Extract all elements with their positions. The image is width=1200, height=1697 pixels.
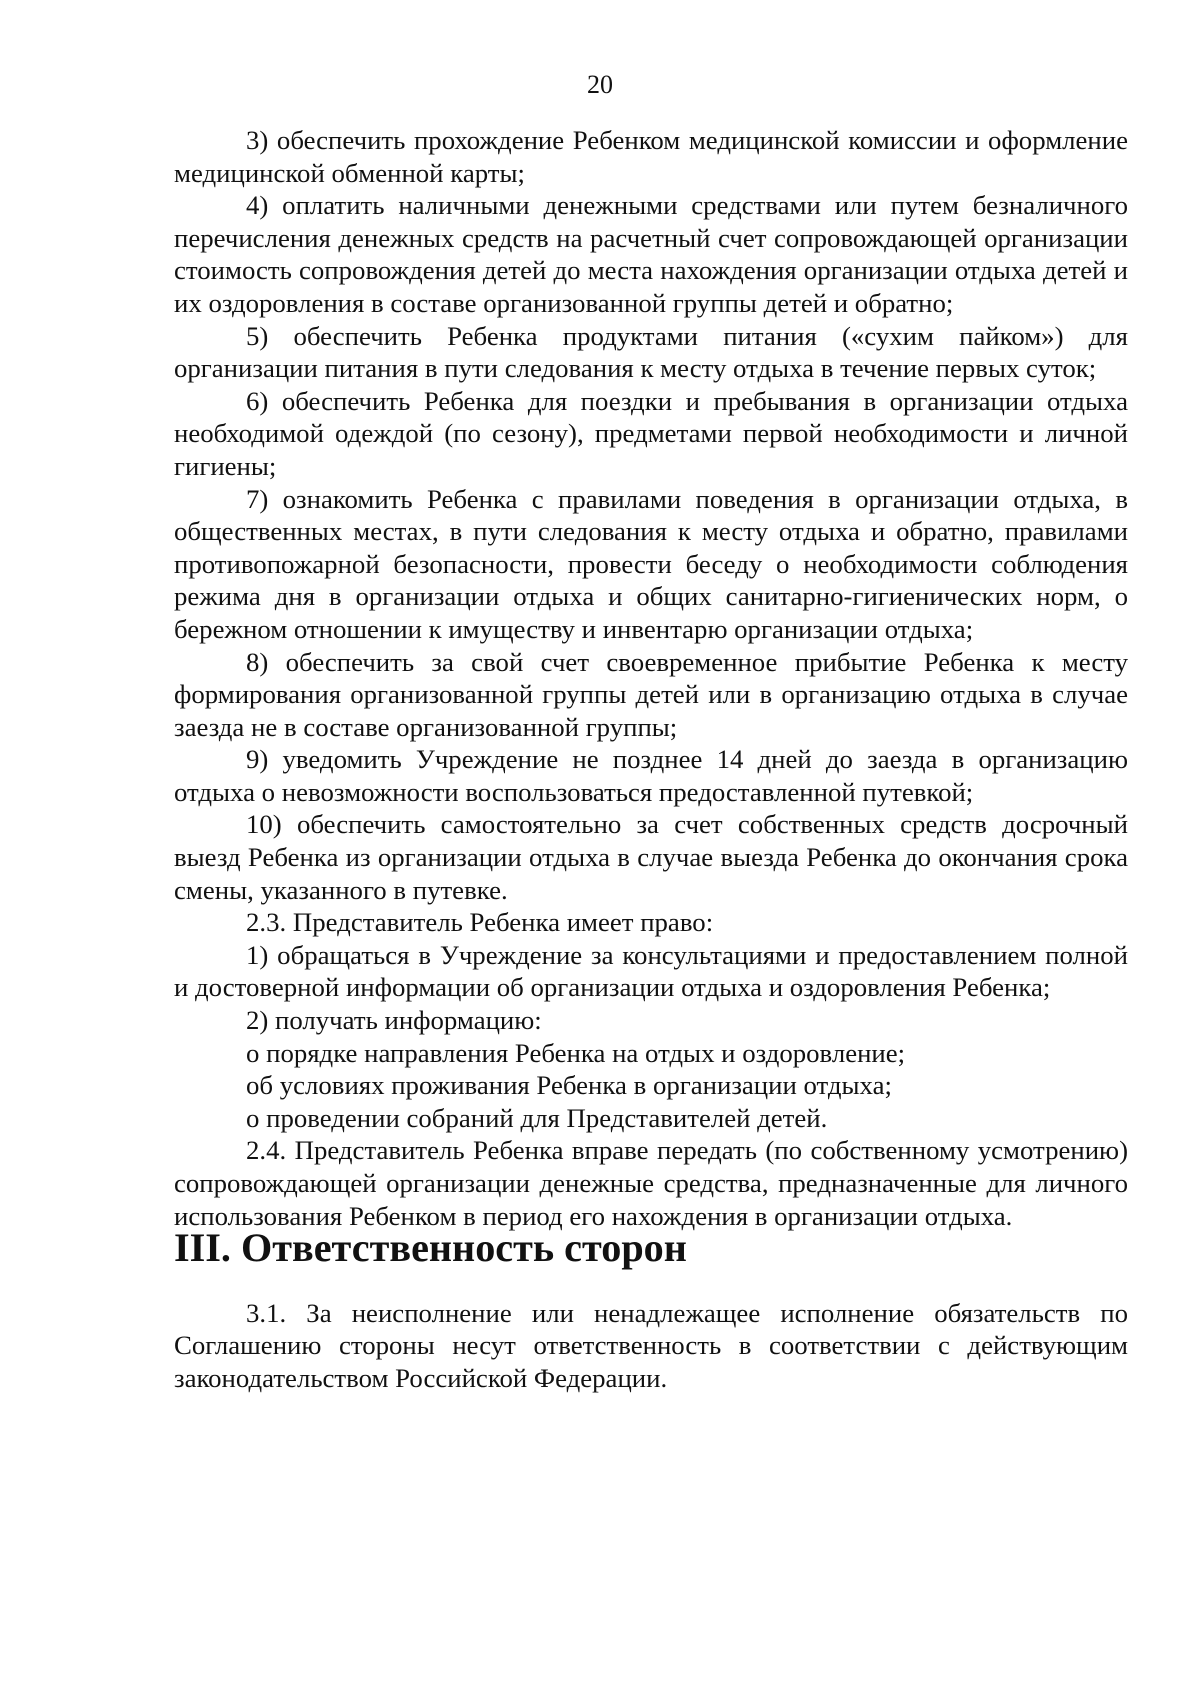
paragraph-item-3: 3) обеспечить прохождение Ребенком медицинской комиссии и оформление медицинской обменной карты; xyxy=(174,125,1128,188)
paragraph-item-4: 4) оплатить наличными денежными средствами или путем безналичного перечисления денежных средств на расчетный счет сопровождающей организации стоимость сопровождения детей до места нахождения организации отдыха детей и их оздоровления в составе организованной группы детей и обратно; xyxy=(174,190,1128,318)
document-body xyxy=(174,124,1128,1395)
paragraph-item-8: 8) обеспечить за свой счет своевременное прибытие Ребенка к месту формирования организованной группы детей или в организацию отдыха в случае заезда не в составе организованной группы; xyxy=(174,646,1128,742)
section-heading: III. Ответственность сторон xyxy=(174,1225,687,1271)
paragraph-right-2: 2) получать информацию: xyxy=(246,1005,542,1036)
paragraph-info-living: об условиях проживания Ребенка в организации отдыха; xyxy=(246,1070,892,1101)
paragraph-item-5: 5) обеспечить Ребенка продуктами питания («сухим пайком») для организации питания в пути следования к месту отдыха в течение первых суток; xyxy=(174,320,1128,384)
paragraph-item-7: 7) ознакомить Ребенка с правилами поведения в организации отдыха, в общественных местах, в пути следования к месту отдыха и обратно, правилами противопожарной безопасности, провести беседу о необходимости соблюдения режима дня в организации отдыха и общих санитарно-гигиенических норм, о бережном отношении к имуществу и инвентарю организации отдыха; xyxy=(174,483,1128,644)
paragraph-right-1: 1) обращаться в Учреждение за консультациями и предоставлением полной и достоверной информации об организации отдыха и оздоровления Ребенка; xyxy=(174,939,1128,1003)
paragraph-clause-2-3: 2.3. Представитель Ребенка имеет право: xyxy=(246,907,714,938)
paragraph-info-meetings: о проведении собраний для Представителей детей. xyxy=(246,1102,828,1133)
paragraph-clause-3-1: 3.1. За неисполнение или ненадлежащее исполнение обязательств по Соглашению стороны несут ответственность в соответствии с действующим законодательством Российской Федерации. xyxy=(174,1297,1128,1393)
paragraph-clause-2-4: 2.4. Представитель Ребенка вправе передать (по собственному усмотрению) сопровождающей организации денежные средства, предназначенные для личного использования Ребенком в период его нахождения в организации отдыха. xyxy=(174,1135,1128,1231)
paragraph-info-order: о порядке направления Ребенка на отдых и оздоровление; xyxy=(246,1037,906,1068)
paragraph-item-6: 6) обеспечить Ребенка для поездки и пребывания в организации отдыха необходимой одеждой (по сезону), предметами первой необходимости и личной гигиены; xyxy=(174,385,1128,481)
page-number: 20 xyxy=(587,70,613,99)
paragraph-item-10: 10) обеспечить самостоятельно за счет собственных средств досрочный выезд Ребенка из организации отдыха в случае выезда Ребенка до окончания срока смены, указанного в путевке. xyxy=(174,809,1128,905)
paragraph-item-9: 9) уведомить Учреждение не позднее 14 дней до заезда в организацию отдыха о невозможности воспользоваться предоставленной путевкой; xyxy=(174,744,1128,807)
